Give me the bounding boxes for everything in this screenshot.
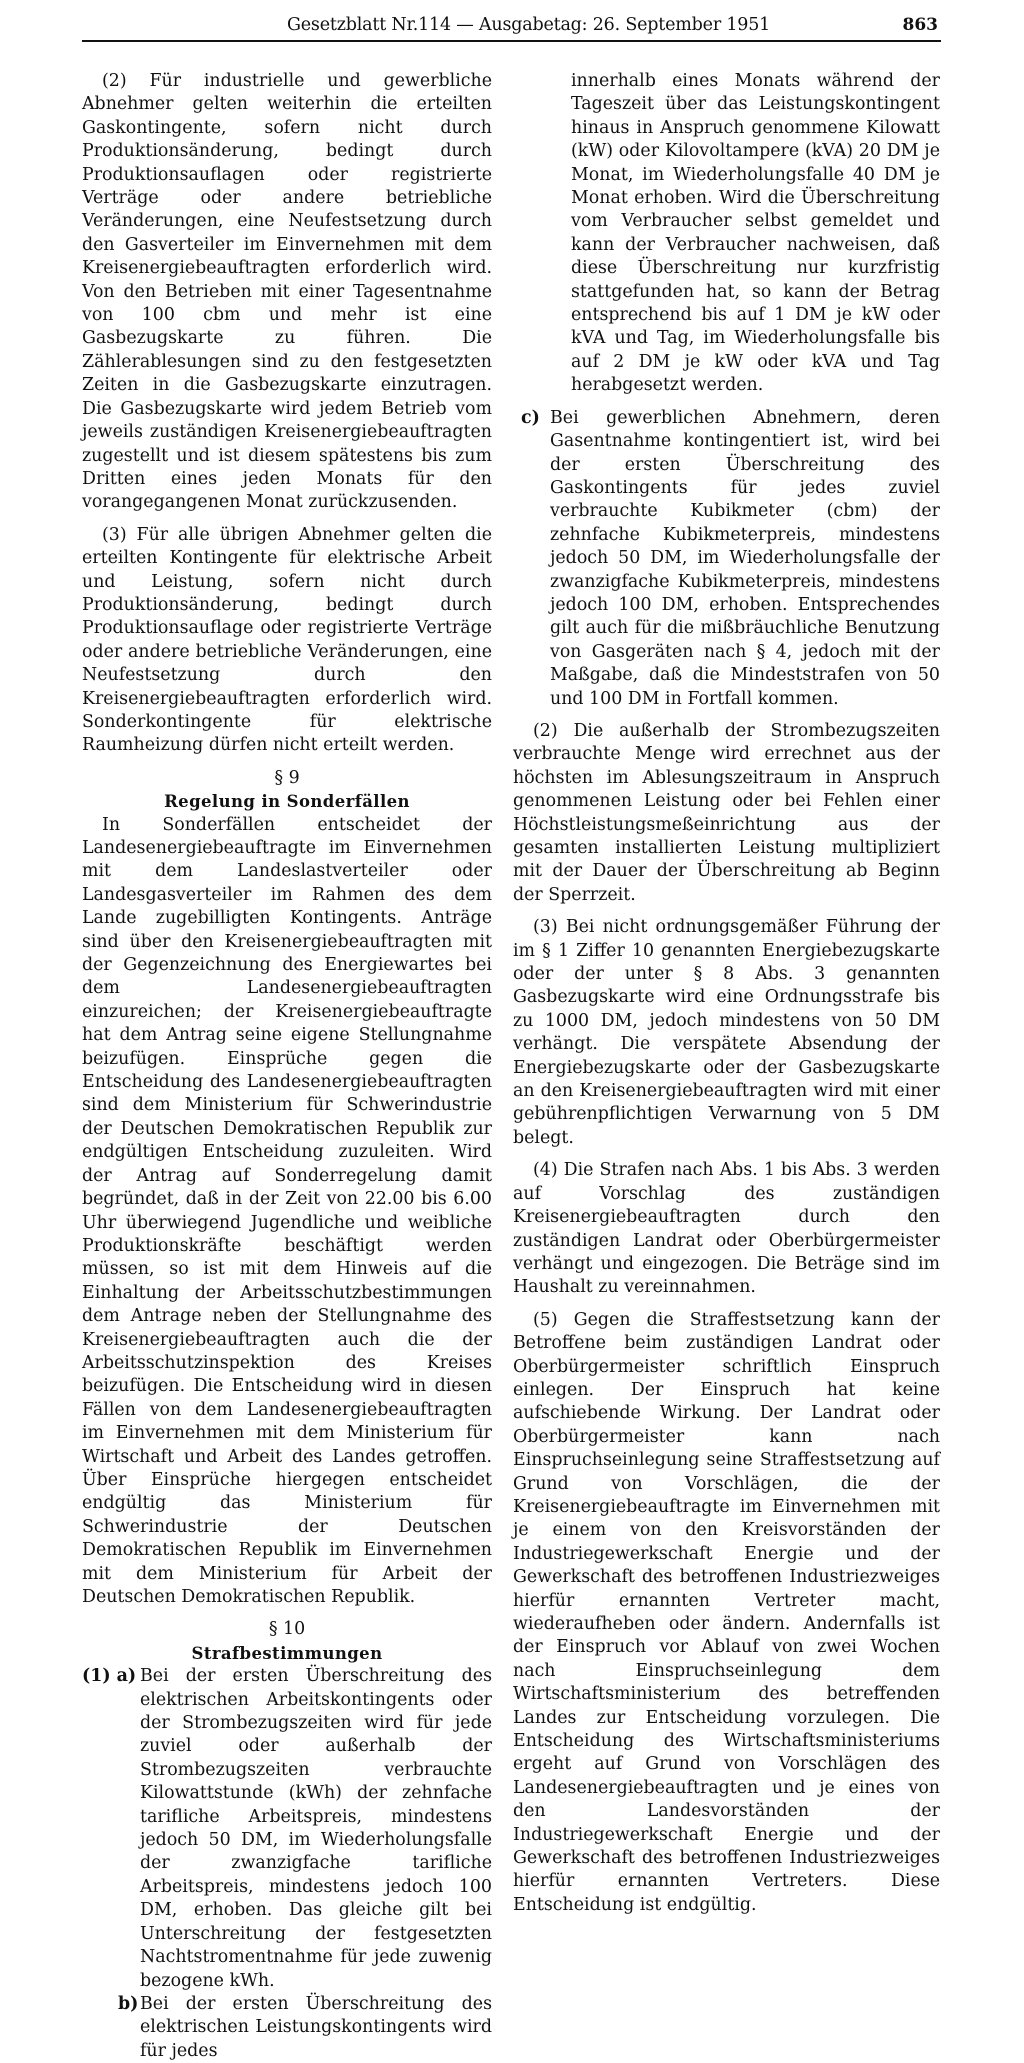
item-1b-text: Bei der ersten Überschreitung des elektrischen Leistungskontingents wird für jedes xyxy=(140,1993,492,2061)
header-rule xyxy=(82,40,941,42)
item-1a xyxy=(82,1665,492,1993)
paragraph-8-2: (2) Für industrielle und gewerbliche Abnehmer gelten weiterhin die erteilten Gaskontingente, sofern nicht durch Produktionsänderung, bedingt durch Produktionsauflagen oder registrierte Verträge oder andere betriebliche Veränderungen, eine Neufestsetzung durch den Gasverteiler im Einvernehmen mit dem Kreisenergiebeauftragten erforderlich wird. Von den Betrieben mit einer Tagesentnahme von 100 cbm und mehr ist eine Gasbezugskarte zu führen. Die Zählerablesungen sind zu den festgesetzten Zeiten in die Gasbezugskarte einzutragen. Die Gasbezugskarte wird jedem Betrieb vom jeweils zuständigen Kreisenergiebeauftragten zugestellt und ist diesem spätestens bis zum Dritten eines jeden Monats für den vorangegangenen Monat zurückzusenden. xyxy=(82,71,492,513)
item-1a-text: Bei der ersten Überschreitung des elektrischen Arbeitskontingents oder der Strombezugszeiten wird für jede zuviel oder außerhalb der Strombezugszeiten verbrauchte Kilowattstunde (kWh) der zehnfache tarifliche Arbeitspreis, mindestens jedoch 50 DM, im Wiederholungsfalle der zwanzigfache tarifliche Arbeitspreis, mindestens jedoch 100 DM, erhoben. Das gleiche gilt bei Unterschreitung der festgesetzten Nachtstromentnahme für jede zuwenig bezogene kWh. xyxy=(140,1666,492,1991)
page-number: 863 xyxy=(902,15,938,35)
paragraph-10-3: (3) Bei nicht ordnungsgemäßer Führung der im § 1 Ziffer 10 genannten Energiebezugskarte oder der unter § 8 Abs. 3 genannten Gasbezugskarte wird eine Ordnungsstrafe bis zu 1000 DM, jedoch mindestens von 50 DM verhängt. Die verspätete Absendung der Energiebezugskarte oder der Gasbezugskarte an den Kreisenergiebeauftragten wird mit einer gebührenpflichtigen Verwarnung von 5 DM belegt. xyxy=(513,917,940,1148)
item-1c-text: Bei gewerblichen Abnehmern, deren Gasentnahme kontingentiert ist, wird bei der ersten Überschreitung des Gaskontingents für jedes zuviel verbrauchte Kubikmeter (cbm) der zehnfache Kubikmeterpreis, mindestens jedoch 50 DM, im Wiederholungsfalle der zwanzigfache Kubikmeterpreis, mindestens jedoch 100 DM, erhoben. Entsprechendes gilt auch für die mißbräuchliche Benutzung von Gasgeräten nach § 4, jedoch mit der Maßgabe, daß die Mindeststrafen von 50 und 100 DM in Fortfall kommen. xyxy=(550,407,940,709)
item-1c xyxy=(513,407,940,711)
section-9-number: § 9 xyxy=(274,767,300,788)
item-1c-label: c) xyxy=(521,407,540,428)
item-1a-label: (1) a) xyxy=(82,1666,137,1687)
right-column xyxy=(513,70,940,1917)
paragraph-8-3: (3) Für alle übrigen Abnehmer gelten die erteilten Kontingente für elektrische Arbeit und Leistung, sofern nicht durch Produktionsänderung, bedingt durch Produktionsauflage oder registrierte Verträge oder andere betriebliche Veränderungen, eine Neufestsetzung durch den Kreisenergiebeauftragten erforderlich wird. Sonderkontingente für elektrische Raumheizung dürfen nicht erteilt werden. xyxy=(82,524,492,756)
paragraph-10-2: (2) Die außerhalb der Strombezugszeiten verbrauchte Menge wird errechnet aus der höchsten im Ablesungszeitraum in Anspruch genommenen Leistung oder bei Fehlen einer Höchstleistungsmeßeinrichtung aus der gesamten installierten Leistung multipliziert mit der Dauer der Überschreitung ab Beginn der Sperrzeit. xyxy=(513,720,940,905)
section-9-text: In Sonderfällen entscheidet der Landesenergiebeauftragte im Einvernehmen mit dem Landeslastverteiler oder Landesgasverteiler im Rahmen des dem Lande zugebilligten Kontingents. Anträge sind über den Kreisenergiebeauftragten mit der Gegenzeichnung des Energiewartes bei dem Landesenergiebeauftragten einzureichen; der Kreisenergiebeauftragte hat dem Antrag seine eigene Stellungnahme beizufügen. Einsprüche gegen die Entscheidung des Landesenergiebeauftragten sind dem Ministerium für Schwerindustrie der Deutschen Demokratischen Republik zur endgültigen Entscheidung zuzuleiten. Wird der Antrag auf Sonderregelung damit begründet, daß in der Zeit von 22.00 bis 6.00 Uhr überwiegend Jugendliche und weibliche Produktionskräfte beschäftigt werden müssen, so ist mit dem Hinweis auf die Einhaltung der Arbeitsschutzbestimmungen dem Antrage neben der Stellungnahme des Kreisenergiebeauftragten auch die der Arbeitsschutzinspektion des Kreises beizufügen. Die Entscheidung wird in diesen Fällen von dem Landesenergiebeauftragten im Einvernehmen mit dem Ministerium für Wirtschaft und Arbeit des Landes getroffen. Über Einsprüche hiergegen entscheidet endgültig das Ministerium für Schwerindustrie der Deutschen Demokratischen Republik im Einvernehmen mit dem Ministerium für Arbeit der Deutschen Demokratischen Republik. xyxy=(82,814,492,1607)
section-10-title: Strafbestimmungen xyxy=(191,1643,383,1663)
section-10-number: § 10 xyxy=(268,1619,306,1640)
paragraph-10-4: (4) Die Strafen nach Abs. 1 bis Abs. 3 werden auf Vorschlag des zuständigen Kreisenergiebeauftragten durch den zuständigen Landrat oder Oberbürgermeister verhängt und eingezogen. Die Beträge sind im Haushalt zu vereinnahmen. xyxy=(513,1160,940,1298)
page-header: Gesetzblatt Nr.114 — Ausgabetag: 26. September 1951 xyxy=(287,15,771,35)
section-9-title: Regelung in Sonderfällen xyxy=(164,792,410,812)
paragraph-10-5: (5) Gegen die Straffestsetzung kann der Betroffene beim zuständigen Landrat oder Oberbürgermeister schriftlich Einspruch einlegen. Der Einspruch hat keine aufschiebende Wirkung. Der Landrat oder Oberbürgermeister kann nach Einspruchseinlegung seine Straffestsetzung auf Grund von Vorschlägen, die der Kreisenergiebeauftragte im Einvernehmen mit je einem von den Kreisvorständen der Industriegewerkschaft Energie und der Gewerkschaft des betroffenen Industriezweiges hierfür ernannten Vertreter macht, wiederaufheben oder ändern. Andernfalls ist der Einspruch vor Ablauf von zwei Wochen nach Einspruchseinlegung dem Wirtschaftsministerium des betreffenden Landes zur Entscheidung vorzulegen. Die Entscheidung des Wirtschaftsministeriums ergeht auf Grund von Vorschlägen des Landesenergiebeauftragten und je eines von den Landesvorständen der Industriegewerkschaft Energie und der Gewerkschaft des betroffenen Industriezweiges hierfür ernannten Vertreters. Diese Entscheidung ist endgültig. xyxy=(513,1309,940,1915)
item-1b xyxy=(82,1993,492,2063)
item-1b-continued: innerhalb eines Monats während der Tageszeit über das Leistungskontingent hinaus in Anspruch genommene Kilowatt (kW) oder Kilovoltampere (kVA) 20 DM je Monat, im Wiederholungsfalle 40 DM je Monat erhoben. Wird die Überschreitung vom Verbraucher selbst gemeldet und kann der Verbraucher nachweisen, daß diese Überschreitung nur kurzfristig stattgefunden hat, so kann der Betrag entsprechend bis auf 1 DM je kW oder kVA und Tag, im Wiederholungsfalle bis auf 2 DM je kW oder kVA und Tag herabgesetzt werden. xyxy=(571,71,940,396)
item-1b-label: b) xyxy=(118,1993,139,2014)
left-column xyxy=(82,70,492,2063)
